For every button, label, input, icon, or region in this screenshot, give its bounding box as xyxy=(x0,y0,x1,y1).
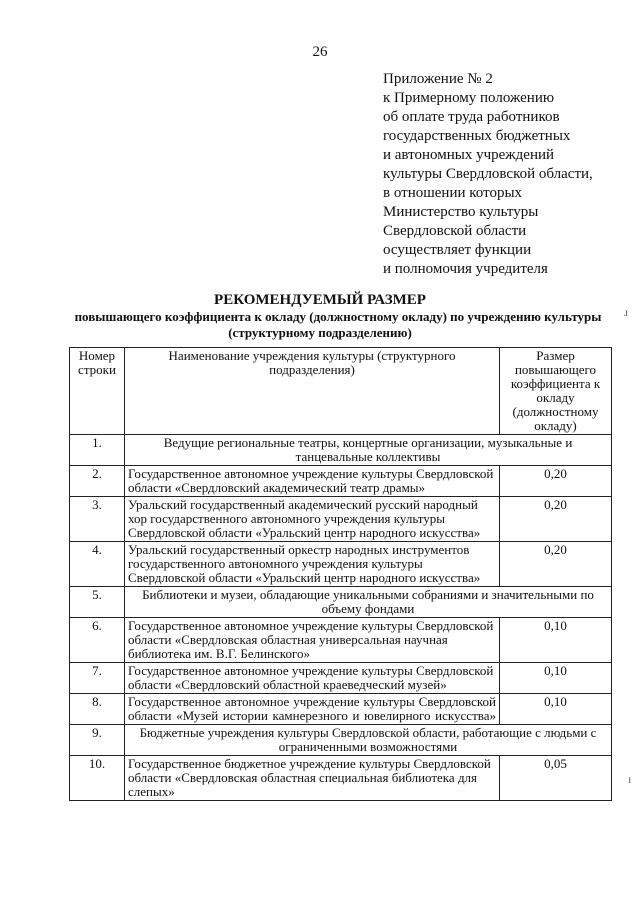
appendix-line: и полномочия учредителя xyxy=(383,261,548,277)
institution-name: Государственное автономное учреждение культуры Свердловской области «Свердловский академический театр драмы» xyxy=(125,466,500,497)
institution-name: Государственное автономное учреждение культуры Свердловской области «Музей истории камнерезного и ювелирного искусства» xyxy=(125,694,500,725)
page-number: 26 xyxy=(312,44,328,60)
heading-subtitle-2: (структурному подразделению) xyxy=(228,325,412,340)
row-number: 5. xyxy=(70,587,125,618)
row-number: 10. xyxy=(70,756,125,801)
row-number: 1. xyxy=(70,435,125,466)
table-section-row xyxy=(70,725,612,756)
appendix-reference xyxy=(383,70,593,279)
table-row xyxy=(70,542,612,587)
appendix-line: Свердловской области xyxy=(383,223,527,239)
institution-name: Уральский государственный оркестр народных инструментов государственного автономного учреждения культуры Свердловской области «Уральский центр народного искусства» xyxy=(125,542,500,587)
coefficient-value: 0,10 xyxy=(500,694,612,725)
scan-mark: ɪ xyxy=(628,772,632,786)
appendix-line: осуществляет функции xyxy=(383,242,532,258)
header-institution-name: Наименование учреждения культуры (структурного подразделения) xyxy=(125,348,500,435)
table-row xyxy=(70,663,612,694)
table-section-row xyxy=(70,587,612,618)
table-row xyxy=(70,618,612,663)
row-number: 9. xyxy=(70,725,125,756)
appendix-line: об оплате труда работников xyxy=(383,109,560,125)
appendix-line: в отношении которых xyxy=(383,185,523,201)
appendix-line: Министерство культуры xyxy=(383,204,539,220)
table-row xyxy=(70,497,612,542)
coefficient-value: 0,20 xyxy=(500,542,612,587)
row-number: 4. xyxy=(70,542,125,587)
row-number: 6. xyxy=(70,618,125,663)
coefficient-table xyxy=(69,347,612,801)
heading-title: РЕКОМЕНДУЕМЫЙ РАЗМЕР xyxy=(214,292,426,308)
institution-name: Государственное автономное учреждение культуры Свердловской области «Свердловский областной краеведческий музей» xyxy=(125,663,500,694)
coefficient-value: 0,10 xyxy=(500,663,612,694)
coefficient-value: 0,10 xyxy=(500,618,612,663)
document-heading xyxy=(0,291,640,341)
section-title: Ведущие региональные театры, концертные организации, музыкальные и танцевальные коллективы xyxy=(125,435,612,466)
section-title: Бюджетные учреждения культуры Свердловской области, работающие с людьми с ограниченными возможностями xyxy=(125,725,612,756)
row-number: 2. xyxy=(70,466,125,497)
row-number: 3. xyxy=(70,497,125,542)
row-number: 8. xyxy=(70,694,125,725)
appendix-line: и автономных учреждений xyxy=(383,147,555,163)
header-row-number: Номер строки xyxy=(70,348,125,435)
table-row xyxy=(70,694,612,725)
coefficient-value: 0,20 xyxy=(500,497,612,542)
institution-name: Государственное бюджетное учреждение культуры Свердловской области «Свердловская областная специальная библиотека для слепых» xyxy=(125,756,500,801)
heading-subtitle: повышающего коэффициента к окладу (должностному окладу) по учреждению культуры xyxy=(74,309,602,324)
table-row xyxy=(70,466,612,497)
section-title: Библиотеки и музеи, обладающие уникальными собраниями и значительными по объему фондами xyxy=(125,587,612,618)
appendix-line: к Примерному положению xyxy=(383,90,555,106)
appendix-line: культуры Свердловской области, xyxy=(383,166,593,182)
row-number: 7. xyxy=(70,663,125,694)
institution-name: Уральский государственный академический русский народный хор государственного автономного учреждения культуры Свердловской области «Уральский центр народного искусства» xyxy=(125,497,500,542)
coefficient-value: 0,20 xyxy=(500,466,612,497)
scan-mark: ɹ xyxy=(624,305,628,319)
institution-name: Государственное автономное учреждение культуры Свердловской области «Свердловская областная универсальная научная библиотека им. В.Г. Белинского» xyxy=(125,618,500,663)
table-row xyxy=(70,756,612,801)
header-coefficient-size: Размер повышающего коэффициента к окладу (должностному окладу) xyxy=(500,348,612,435)
appendix-line: Приложение № 2 xyxy=(383,71,493,87)
table-header-row xyxy=(70,348,612,435)
appendix-line: государственных бюджетных xyxy=(383,128,571,144)
coefficient-value: 0,05 xyxy=(500,756,612,801)
table-section-row xyxy=(70,435,612,466)
